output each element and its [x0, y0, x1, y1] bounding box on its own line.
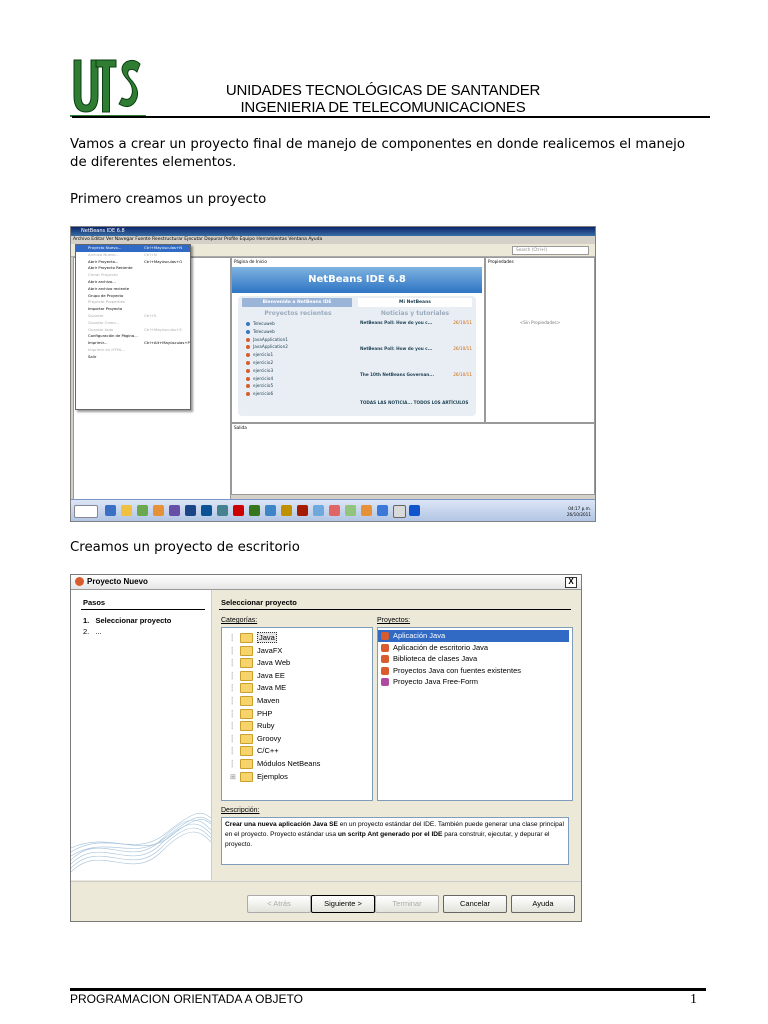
news-item-date: 26/10/11 — [453, 346, 472, 351]
category-item[interactable] — [230, 645, 282, 657]
tree-line-icon: ┆ — [230, 748, 235, 756]
taskbar-app-icon — [105, 505, 116, 516]
category-label: Ruby — [257, 721, 275, 731]
taskbar-app-icon — [329, 505, 340, 516]
taskbar-app-icon — [281, 505, 292, 516]
category-label: Módulos NetBeans — [257, 759, 321, 768]
java-project-icon — [381, 644, 389, 652]
header-rule — [72, 116, 710, 118]
taskbar-app-icon — [249, 505, 260, 516]
menu-item-label: Grupo de Proyecto — [88, 292, 124, 298]
java-project-icon — [381, 655, 389, 663]
footer-rule — [70, 988, 706, 991]
project-type-item[interactable] — [378, 665, 521, 677]
project-icon — [246, 345, 250, 349]
category-label: Java ME — [257, 683, 287, 693]
news-item-title: NetBeans Poll: How do you c... — [360, 320, 433, 325]
news-title: Noticias y tutoriales — [380, 310, 450, 317]
project-icon — [246, 353, 250, 357]
folder-icon — [240, 759, 253, 769]
news-item-date: 26/10/11 — [453, 372, 472, 377]
tree-line-icon: ┆ — [230, 685, 235, 693]
recent-project-label: Telecuweb — [253, 321, 275, 326]
folder-icon — [240, 772, 253, 782]
tree-line-icon: ┆ — [230, 723, 235, 731]
news-item-title: NetBeans Poll: How do you c... — [360, 346, 433, 351]
file-menu-item[interactable] — [76, 320, 190, 327]
news-links: TODAS LAS NOTICIA... TODOS LOS ARTÍCULOS — [360, 400, 469, 405]
news-list — [360, 320, 472, 398]
taskbar-app-icon — [265, 505, 276, 516]
category-item[interactable] — [230, 632, 277, 644]
ide-titlebar: NetBeans IDE 6.8 — [71, 227, 595, 236]
tree-line-icon: ┆ — [230, 710, 235, 718]
recent-project-label: ejercicio5 — [253, 383, 274, 389]
taskbar-app-icon — [201, 505, 212, 516]
menu-item-shortcut: Ctrl+Alt+Mayúsculas+P — [144, 340, 190, 346]
tree-line-icon: ┆ — [230, 735, 235, 743]
intro-line-2: de diferentes elementos. — [70, 155, 237, 170]
file-menu-item[interactable] — [76, 327, 190, 334]
recent-project-item[interactable] — [246, 320, 352, 328]
menu-item-shortcut: Ctrl+Mayúsculas+O — [144, 258, 183, 264]
project-icon — [246, 377, 250, 381]
category-item[interactable] — [230, 720, 275, 732]
start-page — [231, 257, 485, 423]
finish-button[interactable]: Terminar — [375, 895, 439, 913]
step1-text: Primero creamos un proyecto — [70, 192, 267, 207]
taskbar-app-icon — [393, 505, 406, 518]
project-type-label: Biblioteca de clases Java — [393, 654, 478, 663]
button-bar — [71, 881, 581, 922]
footer-text: PROGRAMACION ORIENTADA A OBJETO — [70, 992, 303, 1006]
recent-project-item[interactable] — [246, 382, 352, 390]
windows-taskbar — [71, 499, 595, 522]
recent-project-label: ejercicio6 — [253, 391, 274, 397]
menu-item-label: Imprimir en HTML... — [88, 346, 126, 352]
file-menu-item[interactable] — [76, 354, 190, 361]
welcome-tab: Bienvenido a NetBeans IDE — [242, 298, 352, 307]
project-icon — [246, 322, 250, 326]
file-menu-item[interactable] — [76, 272, 190, 279]
menu-item-label: Proyecto Properties — [88, 299, 125, 305]
file-menu-item[interactable] — [76, 347, 190, 354]
ide-search-input: Search (Ctrl+I) — [512, 246, 589, 255]
start-button — [74, 505, 98, 518]
menu-item-label: Guardar todo — [88, 326, 114, 332]
recent-project-label: ejercicio3 — [253, 367, 274, 373]
properties-title: Propiedades — [488, 259, 514, 264]
file-menu-item[interactable] — [76, 245, 190, 252]
menu-item-label: Guardar Como... — [88, 319, 120, 325]
categories-list[interactable] — [221, 627, 373, 801]
ide-menubar: Archivo Editar Ver Navegar Fuente Reestructurar Ejecutar Depurar Profile Equipo Herramientas Ventana Ayuda — [73, 237, 323, 242]
category-item[interactable] — [230, 670, 285, 682]
new-project-wizard — [70, 574, 582, 922]
mynetbeans-tab: Mi NetBeans — [358, 298, 472, 307]
taskbar-app-icon — [297, 505, 308, 516]
projects-label: Proyectos: — [377, 617, 411, 624]
category-label: JavaFX — [257, 645, 283, 655]
file-menu-item[interactable] — [76, 333, 190, 340]
netbeans-icon — [75, 577, 84, 586]
start-page-tab: Página de Inicio — [234, 259, 267, 264]
netbeans-banner: NetBeans IDE 6.8 — [232, 267, 482, 293]
file-menu-item[interactable] — [76, 286, 190, 293]
file-menu-item[interactable] — [76, 293, 190, 300]
tree-line-icon: ┆ — [230, 761, 235, 768]
close-button[interactable]: X — [565, 577, 577, 588]
folder-icon — [240, 721, 253, 731]
menu-item-label: Imprimir... — [88, 340, 108, 346]
institution-name: UNIDADES TECNOLÓGICAS DE SANTANDER — [225, 82, 541, 99]
folder-icon — [240, 746, 253, 756]
taskbar-app-icon — [361, 505, 372, 516]
category-label: Java — [259, 633, 275, 642]
section-title: Seleccionar proyecto — [221, 598, 297, 607]
folder-icon — [240, 658, 253, 668]
project-icon — [246, 330, 250, 334]
step-1: 1. Seleccionar proyecto — [83, 616, 172, 625]
project-type-item[interactable] — [378, 653, 477, 665]
welcome-panel — [238, 296, 476, 416]
news-item-title: The 10th NetBeans Governan... — [360, 372, 435, 377]
menu-item-label: Importar Proyecto — [88, 306, 123, 312]
category-item[interactable] — [230, 771, 288, 783]
recent-project-label: ejercicio2 — [253, 359, 274, 365]
step-2: 2. ... — [83, 627, 102, 636]
category-item[interactable] — [230, 682, 286, 694]
java-project-icon — [381, 632, 389, 640]
steps-panel — [71, 590, 212, 880]
recent-project-item[interactable] — [246, 336, 352, 344]
taskbar-app-icon — [185, 505, 196, 516]
output-title: Salida — [234, 425, 247, 430]
file-menu-item[interactable] — [76, 259, 190, 266]
menu-item-label: Proyecto Nuevo... — [88, 245, 122, 250]
menu-item-shortcut: Ctrl+Mayúsculas+N — [144, 245, 183, 250]
help-button[interactable]: Ayuda — [511, 895, 575, 913]
decorative-wave-graphic — [71, 800, 211, 880]
page-number: 1 — [690, 992, 697, 1007]
folder-icon — [240, 696, 253, 706]
file-menu-item[interactable] — [76, 252, 190, 259]
folder-icon — [240, 671, 253, 681]
category-item[interactable] — [230, 758, 320, 770]
categories-label: Categorías: — [221, 617, 258, 624]
tree-line-icon: ┆ — [230, 698, 235, 705]
taskbar-app-icon — [121, 505, 132, 516]
file-menu-item[interactable] — [76, 340, 190, 347]
cancel-button[interactable]: Cancelar — [443, 895, 507, 913]
news-item[interactable] — [360, 372, 472, 398]
section-rule — [219, 609, 571, 610]
step2-text: Creamos un proyecto de escritorio — [70, 540, 300, 555]
folder-icon — [240, 683, 253, 693]
netbeans-screenshot — [70, 226, 596, 522]
news-item[interactable] — [360, 346, 472, 372]
output-pane — [231, 423, 595, 495]
category-label: Ejemplos — [257, 771, 288, 781]
category-label: Groovy — [257, 733, 282, 743]
category-item[interactable] — [230, 708, 272, 720]
menu-item-label: Abrir Proyecto... — [88, 258, 119, 264]
folder-icon — [240, 646, 253, 656]
tree-line-icon: ┆ — [230, 647, 235, 655]
recent-project-label: JavaApplication1 — [253, 336, 288, 342]
menu-item-label: Configuración de Página... — [88, 333, 138, 339]
recent-project-item[interactable] — [246, 375, 352, 383]
category-item[interactable] — [230, 745, 279, 757]
wizard-main — [213, 590, 579, 880]
project-icon — [246, 369, 250, 373]
description-box: Crear una nueva aplicación Java SE en un proyecto estándar del IDE. También puede generar una clase principal en el proyecto. Proyecto estándar usa un scritp Ant generado por el IDE para construir, ejecutar, y depurar el proyecto. — [221, 817, 569, 865]
project-type-item[interactable] — [378, 642, 488, 654]
tree-line-icon: ┆ — [230, 672, 235, 680]
menu-item-label: Archivo Nuevo... — [88, 251, 120, 257]
menu-item-label: Abrir archivo... — [88, 278, 116, 284]
taskbar-app-icon — [377, 505, 388, 516]
project-icon — [246, 338, 250, 342]
folder-icon — [240, 734, 253, 744]
taskbar-app-icon — [233, 505, 244, 516]
intro-line-1: Vamos a crear un proyecto final de manejo de componentes en donde realicemos el manejo — [70, 137, 685, 152]
file-menu-item[interactable] — [76, 306, 190, 313]
file-menu-item[interactable] — [76, 279, 190, 286]
taskbar-app-icon — [169, 505, 180, 516]
recent-project-item[interactable] — [246, 359, 352, 367]
uts-logo — [70, 54, 146, 120]
wizard-titlebar — [71, 575, 581, 590]
recent-project-item[interactable] — [246, 367, 352, 375]
folder-icon — [240, 709, 253, 719]
description-label: Descripción: — [221, 807, 260, 814]
recent-project-label: Telecuweb — [253, 328, 275, 334]
tree-line-icon: ┆ — [230, 660, 235, 668]
category-label: Java EE — [257, 670, 285, 680]
project-type-label: Proyectos Java con fuentes existentes — [393, 665, 521, 675]
next-button[interactable]: Siguiente > — [311, 895, 375, 913]
recent-project-item[interactable] — [246, 343, 352, 351]
project-type-label: Aplicación de escritorio Java — [393, 642, 489, 652]
menu-item-label: Salir — [88, 353, 97, 359]
properties-pane — [485, 257, 595, 423]
file-menu — [75, 244, 191, 410]
taskbar-app-icon — [409, 505, 420, 516]
recent-projects-title: Proyectos recientes — [264, 310, 332, 317]
project-type-item[interactable] — [378, 630, 569, 642]
projects-list[interactable] — [377, 627, 573, 801]
category-label: PHP — [257, 708, 273, 718]
project-icon — [246, 392, 250, 396]
project-type-item[interactable] — [378, 676, 478, 688]
project-type-label: Aplicación Java — [393, 631, 446, 640]
menu-item-shortcut: Ctrl+Mayúsculas+S — [144, 326, 182, 332]
taskbar-app-icon — [217, 505, 228, 516]
recent-project-label: ejercicio1 — [253, 352, 274, 358]
category-item[interactable] — [230, 733, 281, 745]
properties-empty: <Sin Propiedades> — [519, 320, 561, 325]
menu-item-label: Guardar — [88, 312, 104, 318]
program-name: INGENIERIA DE TELECOMUNICACIONES — [240, 99, 526, 116]
recent-project-item[interactable] — [246, 351, 352, 359]
folder-icon — [240, 633, 253, 643]
taskbar-app-icon — [345, 505, 356, 516]
taskbar-clock: 04:17 p.m. 26/10/2011 — [566, 506, 591, 517]
project-icon — [246, 361, 250, 365]
category-item[interactable] — [230, 657, 290, 669]
recent-project-item[interactable] — [246, 390, 352, 398]
recent-project-label: ejercicio4 — [253, 375, 274, 381]
steps-rule — [81, 609, 205, 610]
menu-item-shortcut: Ctrl+N — [144, 251, 157, 257]
news-item[interactable] — [360, 320, 472, 346]
file-menu-item[interactable] — [76, 313, 190, 320]
news-item-date: 26/10/11 — [453, 320, 472, 325]
taskbar-app-icon — [153, 505, 164, 516]
category-item[interactable] — [230, 695, 280, 707]
steps-title: Pasos — [83, 598, 106, 607]
project-type-label: Proyecto Java Free-Form — [393, 677, 479, 686]
java-project-icon — [381, 667, 389, 675]
menu-item-label: Abrir Proyecto Reciente — [88, 265, 133, 271]
file-menu-item[interactable] — [76, 299, 190, 306]
category-label: Java Web — [257, 658, 291, 668]
recent-project-item[interactable] — [246, 328, 352, 336]
menu-item-label: Abrir archivo reciente — [88, 285, 130, 291]
taskbar-app-icon — [137, 505, 148, 516]
expand-icon[interactable]: ⊞ — [230, 773, 236, 781]
tree-line-icon: ┆ — [230, 635, 235, 642]
menu-item-label: Cerrar Proyecto — [88, 272, 118, 278]
category-label: C/C++ — [257, 746, 279, 756]
taskbar-app-icon — [313, 505, 324, 516]
category-label: Maven — [257, 696, 280, 705]
wizard-title: Proyecto Nuevo — [87, 577, 148, 586]
recent-project-label: JavaApplication2 — [253, 344, 288, 350]
file-menu-item[interactable] — [76, 265, 190, 272]
recent-projects-list — [246, 320, 352, 398]
menu-item-shortcut: Ctrl+S — [144, 312, 157, 318]
project-icon — [246, 384, 250, 388]
back-button[interactable]: < Atrás — [247, 895, 311, 913]
java-project-icon — [381, 678, 389, 686]
